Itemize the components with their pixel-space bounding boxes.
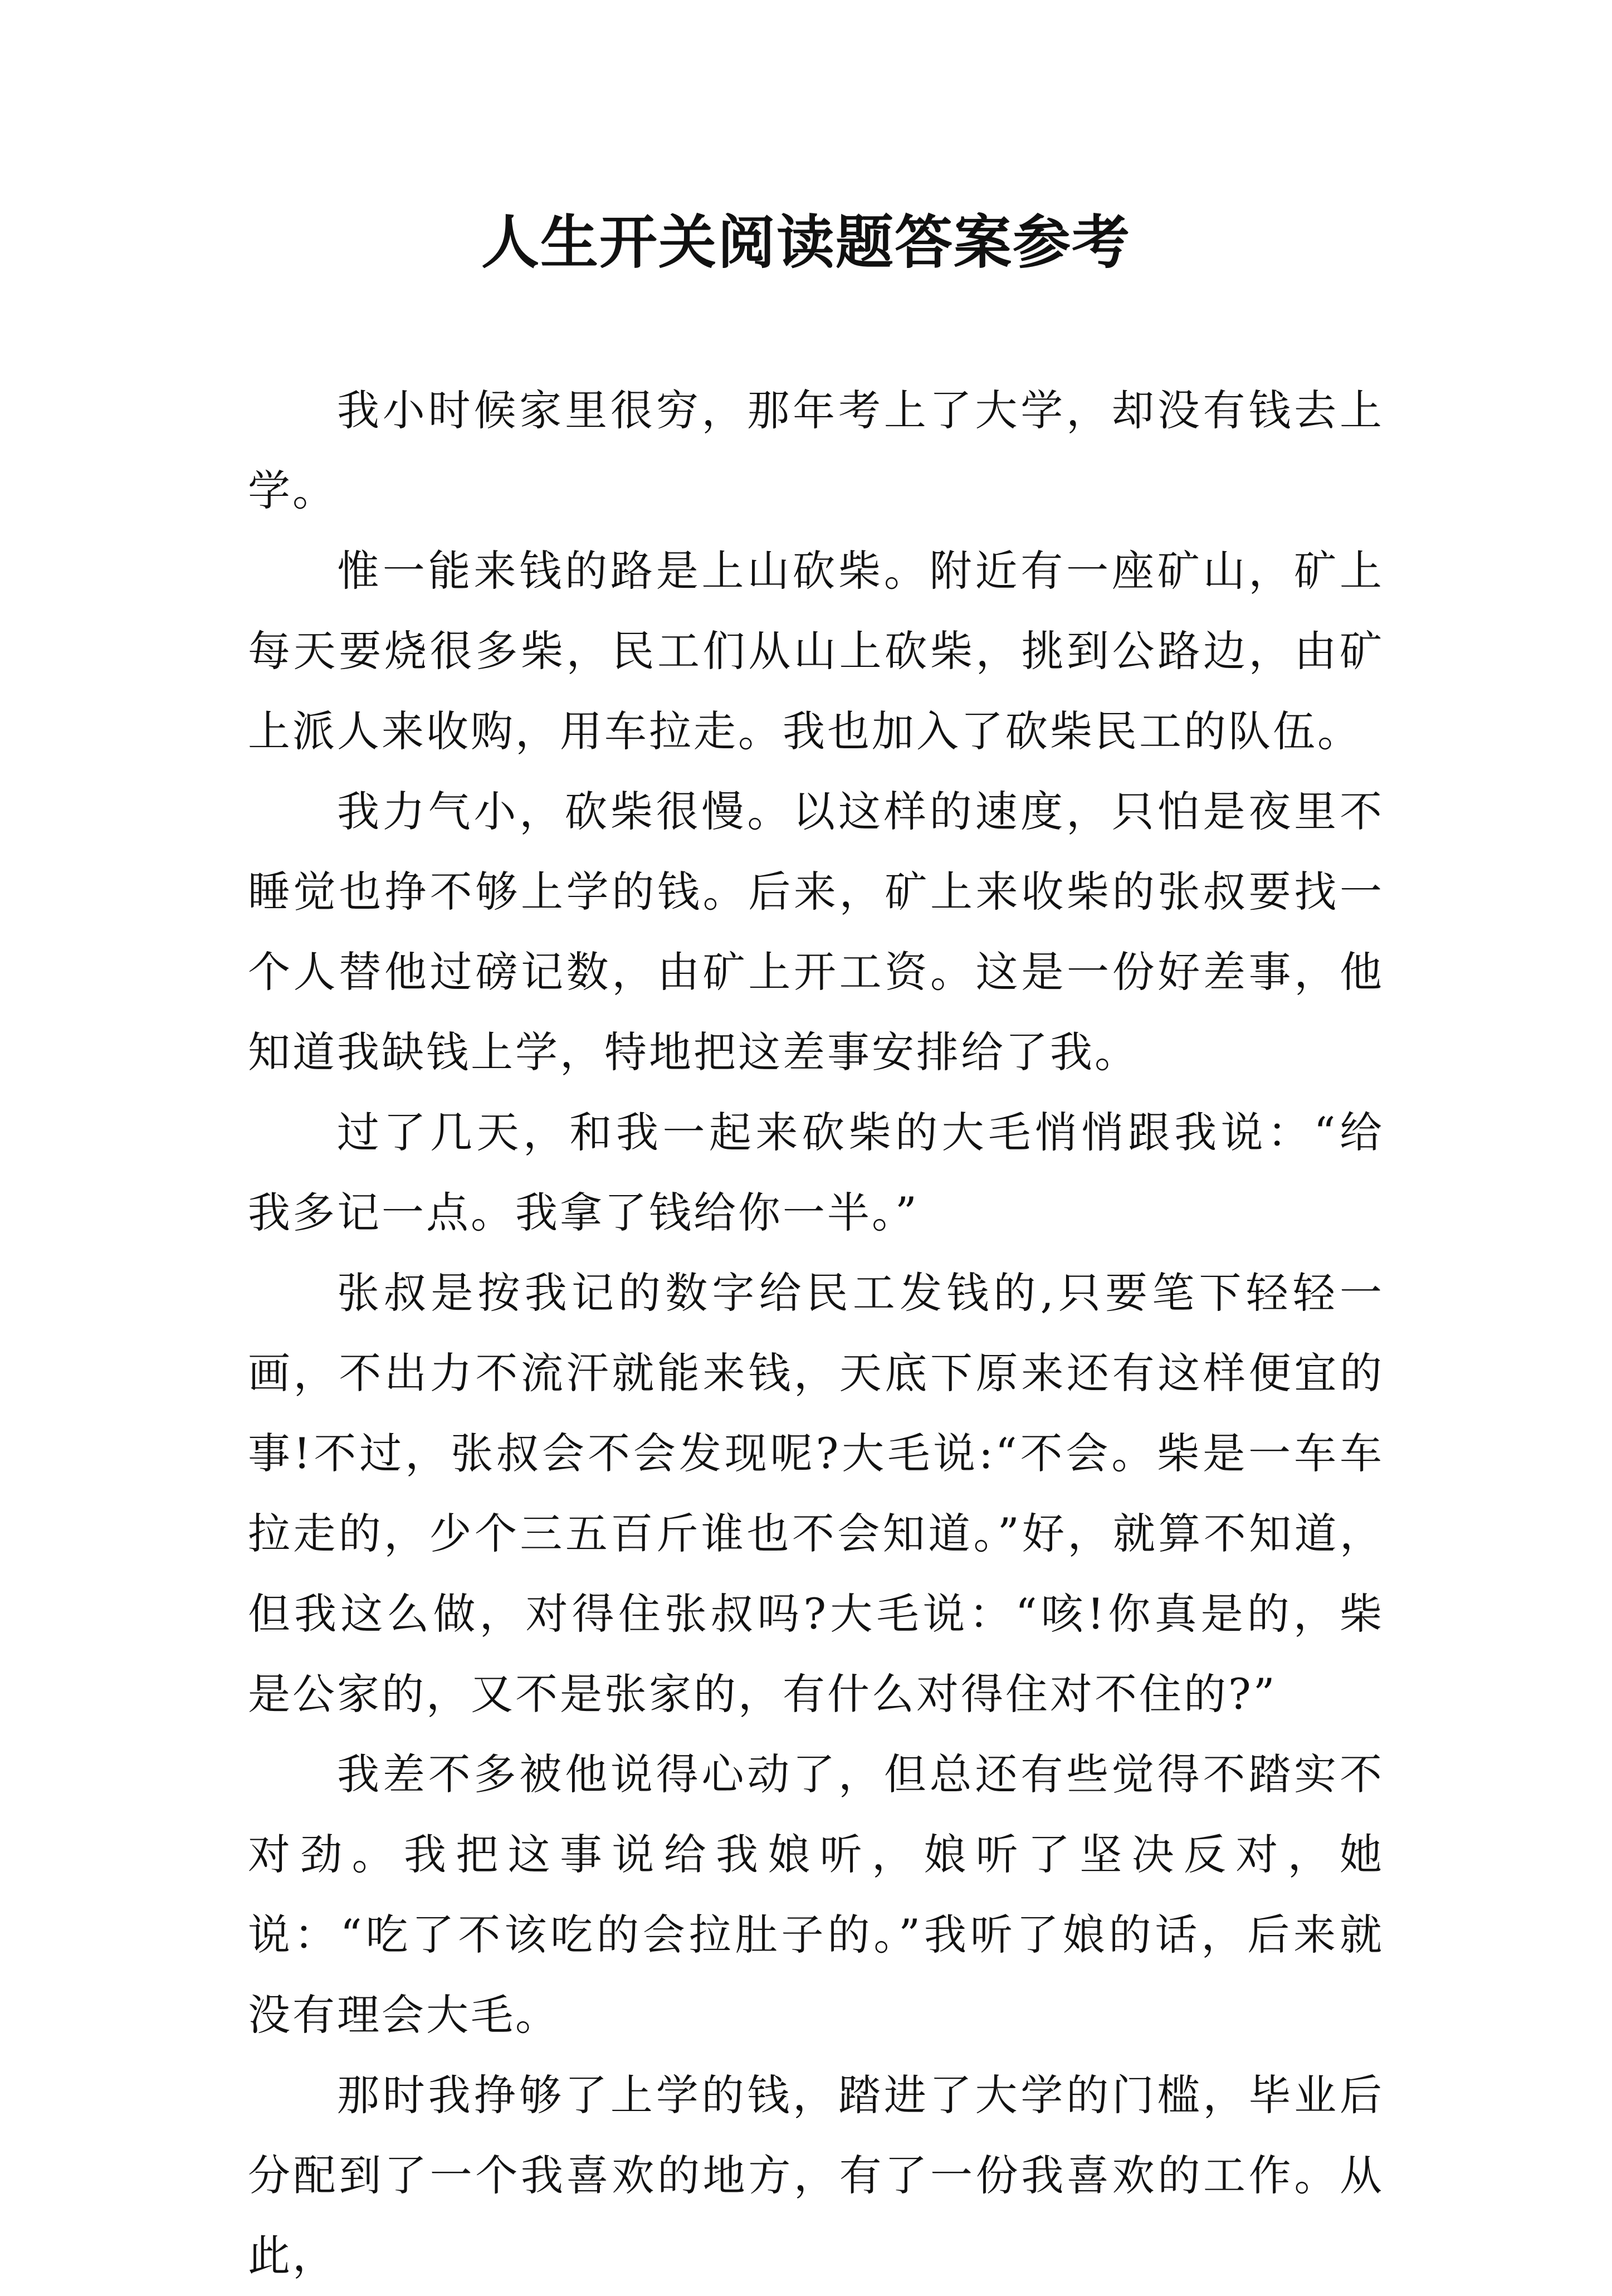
paragraph: 张叔是按我记的数字给民工发钱的,只要笔下轻轻一画，不出力不流汗就能来钱，天底下原来还有这样便宜的事!不过，张叔会不会发现呢?大毛说:“不会。柴是一车车拉走的，少个三五百斤谁也不会知道。”好，就算不知道，但我这么做，对得住张叔吗?大毛说：“咳!你真是的，柴是公家的，又不是张家的，有什么对得住对不住的?” [248,1268,1384,1719]
paragraph: 那时我挣够了上学的钱，踏进了大学的门槛，毕业后分配到了一个我喜欢的地方，有了一份我喜欢的工作。从此， [248,2070,1384,2280]
paragraph: 惟一能来钱的路是上山砍柴。附近有一座矿山，矿上每天要烧很多柴，民工们从山上砍柴，挑到公路边，由矿上派人来收购，用车拉走。我也加入了砍柴民工的队伍。 [248,546,1384,756]
paragraph: 我差不多被他说得心动了，但总还有些觉得不踏实不对劲。我把这事说给我娘听，娘听了坚决反对，她说：“吃了不该吃的会拉肚子的。”我听了娘的话，后来就没有理会大毛。 [248,1749,1384,2040]
document-body [248,371,1384,2296]
paragraph: 过了几天，和我一起来砍柴的大毛悄悄跟我说：“给我多记一点。我拿了钱给你一半。” [248,1108,1384,1237]
paragraph: 我小时候家里很穷，那年考上了大学，却没有钱去上学。 [248,386,1384,515]
document-title: 人生开关阅读题答案参考 [481,208,1131,276]
paragraph: 我力气小，砍柴很慢。以这样的速度，只怕是夜里不睡觉也挣不够上学的钱。后来，矿上来收柴的张叔要找一个人替他过磅记数，由矿上开工资。这是一份好差事，他知道我缺钱上学，特地把这差事安排给了我。 [248,787,1384,1077]
